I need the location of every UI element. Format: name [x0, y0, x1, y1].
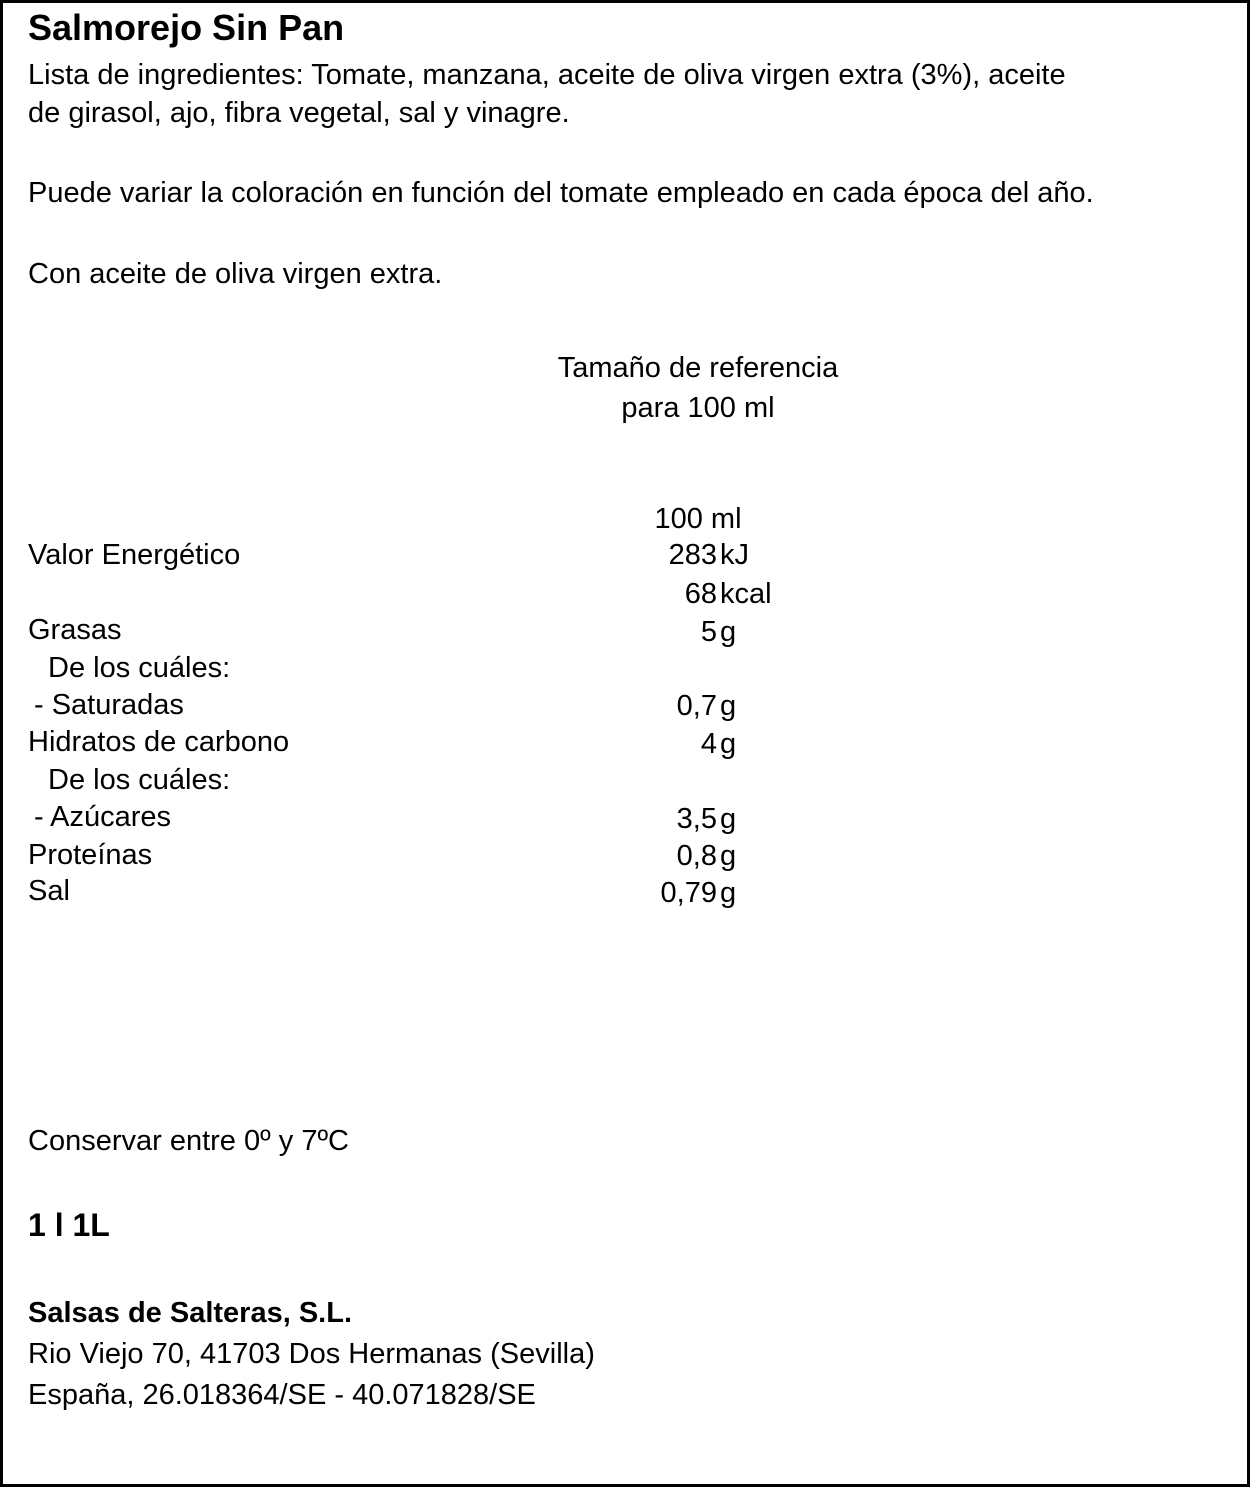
- nutrition-value: 283: [668, 539, 717, 571]
- nutrition-label: Sal: [28, 875, 70, 907]
- nutrition-value: 0,79: [660, 877, 717, 909]
- nutrition-unit: g: [720, 728, 737, 760]
- nutrition-column-header: 100 ml: [654, 503, 742, 535]
- nutrition-label: - Azúcares: [34, 801, 171, 833]
- nutrition-unit: g: [720, 803, 737, 835]
- reference-size-line-2: para 100 ml: [621, 392, 775, 424]
- nutrition-label: Grasas: [28, 614, 122, 646]
- nutrition-unit: kcal: [720, 578, 772, 610]
- oil-note: Con aceite de oliva virgen extra.: [28, 258, 443, 290]
- company-country-codes: España, 26.018364/SE - 40.071828/SE: [28, 1379, 536, 1411]
- color-note: Puede variar la coloración en función del tomate empleado en cada época del año.: [28, 177, 1094, 209]
- ingredients-line-2: de girasol, ajo, fibra vegetal, sal y vinagre.: [28, 97, 570, 129]
- nutrition-sublabel: De los cuáles:: [48, 652, 231, 684]
- nutrition-value: 0,8: [676, 840, 717, 872]
- reference-size-line-1: Tamaño de referencia: [557, 352, 839, 384]
- nutrition-unit: kJ: [720, 539, 749, 571]
- nutrition-value: 0,7: [676, 690, 717, 722]
- nutrition-value: 68: [684, 578, 717, 610]
- nutrition-label: Proteínas: [28, 839, 153, 871]
- nutrition-value: 5: [700, 616, 717, 648]
- company-address: Rio Viejo 70, 41703 Dos Hermanas (Sevilla): [28, 1338, 595, 1370]
- nutrition-label: - Saturadas: [34, 689, 184, 721]
- storage-instructions: Conservar entre 0º y 7ºC: [28, 1125, 349, 1157]
- ingredients-line-1: Lista de ingredientes: Tomate, manzana, aceite de oliva virgen extra (3%), aceite: [28, 59, 1066, 91]
- nutrition-label: Valor Energético: [28, 539, 241, 571]
- nutrition-label: Hidratos de carbono: [28, 726, 290, 758]
- nutrition-unit: g: [720, 840, 737, 872]
- nutrition-value: 3,5: [676, 803, 717, 835]
- nutrition-value: 4: [700, 728, 717, 760]
- nutrition-unit: g: [720, 690, 737, 722]
- nutrition-sublabel: De los cuáles:: [48, 764, 231, 796]
- nutrition-unit: g: [720, 616, 737, 648]
- product-title: Salmorejo Sin Pan: [28, 7, 345, 48]
- volume: 1 l 1L: [28, 1207, 110, 1243]
- nutrition-unit: g: [720, 877, 737, 909]
- company-name: Salsas de Salteras, S.L.: [28, 1297, 353, 1329]
